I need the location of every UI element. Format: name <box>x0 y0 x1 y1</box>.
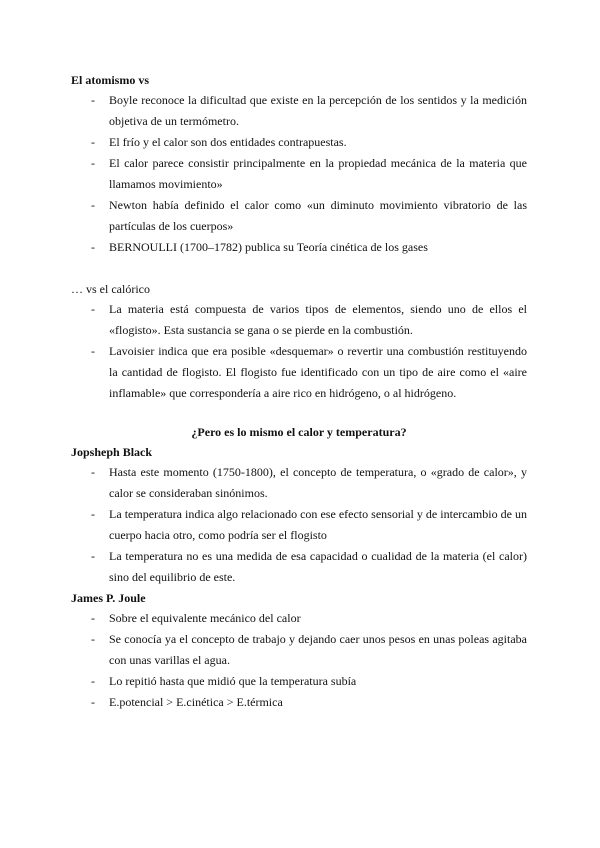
list-item-text: El frío y el calor son dos entidades contrapuestas. <box>109 135 347 149</box>
list-item <box>71 629 527 671</box>
document-content <box>71 70 527 713</box>
list-item <box>71 504 527 546</box>
bullet-dash: - <box>91 156 95 170</box>
list-item <box>71 608 527 629</box>
list-item <box>71 132 527 153</box>
bullet-dash: - <box>91 507 95 521</box>
bullet-dash: - <box>91 611 95 625</box>
list-item-text: La materia está compuesta de varios tipos de elementos, siendo uno de ellos el «flogisto». Esta sustancia se gana o se pierde en la combustión. <box>109 302 527 337</box>
list-item-text: Newton había definido el calor como «un diminuto movimiento vibratorio de las partículas de los cuerpos» <box>109 198 527 233</box>
bullet-dash: - <box>91 632 95 646</box>
bullet-dash: - <box>91 344 95 358</box>
list-item <box>71 341 527 404</box>
list-item-text: Se conocía ya el concepto de trabajo y dejando caer unos pesos en unas poleas agitaba con unas varillas el agua. <box>109 632 527 667</box>
question-heading: ¿Pero es lo mismo el calor y temperatura? <box>191 425 407 439</box>
list-item <box>71 546 527 588</box>
bullet-dash: - <box>91 695 95 709</box>
section-heading-black: Jopsheph Black <box>71 445 153 459</box>
bullet-dash: - <box>91 549 95 563</box>
bullet-dash: - <box>91 465 95 479</box>
bullet-dash: - <box>91 135 95 149</box>
section-heading-calorico: … vs el calórico <box>71 282 150 296</box>
list-item-text: Sobre el equivalente mecánico del calor <box>109 611 301 625</box>
spacer <box>71 258 527 279</box>
list-item-text: La temperatura indica algo relacionado con ese efecto sensorial y de intercambio de un cuerpo hacia otro, como podría ser el flogisto <box>109 507 527 542</box>
list-item <box>71 237 527 258</box>
list-item <box>71 462 527 504</box>
bullet-dash: - <box>91 198 95 212</box>
bullet-dash: - <box>91 674 95 688</box>
bullet-dash: - <box>91 240 95 254</box>
list-item-text: El calor parece consistir principalmente en la propiedad mecánica de la materia que llamamos movimiento» <box>109 156 527 191</box>
section-heading-joule: James P. Joule <box>71 591 146 605</box>
list-item-text: BERNOULLI (1700–1782) publica su Teoría cinética de los gases <box>109 240 428 254</box>
list-item <box>71 195 527 237</box>
list-item-text: Lavoisier indica que era posible «desquemar» o revertir una combustión restituyendo la cantidad de flogisto. El flogisto fue identificado con un tipo de aire como el «aire inflamable» que correspondería a aire rico en hidrógeno, o al hidrógeno. <box>109 344 527 400</box>
list-item <box>71 153 527 195</box>
list-black <box>71 462 527 588</box>
list-atomismo <box>71 90 527 258</box>
list-item-text: La temperatura no es una medida de esa capacidad o cualidad de la materia (el calor) sino del equilibrio de este. <box>109 549 527 584</box>
bullet-dash: - <box>91 93 95 107</box>
list-item-text: E.potencial > E.cinética > E.térmica <box>109 695 283 709</box>
list-calorico <box>71 299 527 404</box>
spacer <box>71 404 527 422</box>
list-item-text: Hasta este momento (1750-1800), el concepto de temperatura, o «grado de calor», y calor se consideraban sinónimos. <box>109 465 527 500</box>
bullet-dash: - <box>91 302 95 316</box>
section-heading-atomismo: El atomismo vs <box>71 73 149 87</box>
list-item-text: Boyle reconoce la dificultad que existe en la percepción de los sentidos y la medición objetiva de un termómetro. <box>109 93 527 128</box>
list-item <box>71 692 527 713</box>
list-item-text: Lo repitió hasta que midió que la temperatura subía <box>109 674 357 688</box>
list-item <box>71 671 527 692</box>
list-joule <box>71 608 527 713</box>
list-item <box>71 90 527 132</box>
list-item <box>71 299 527 341</box>
